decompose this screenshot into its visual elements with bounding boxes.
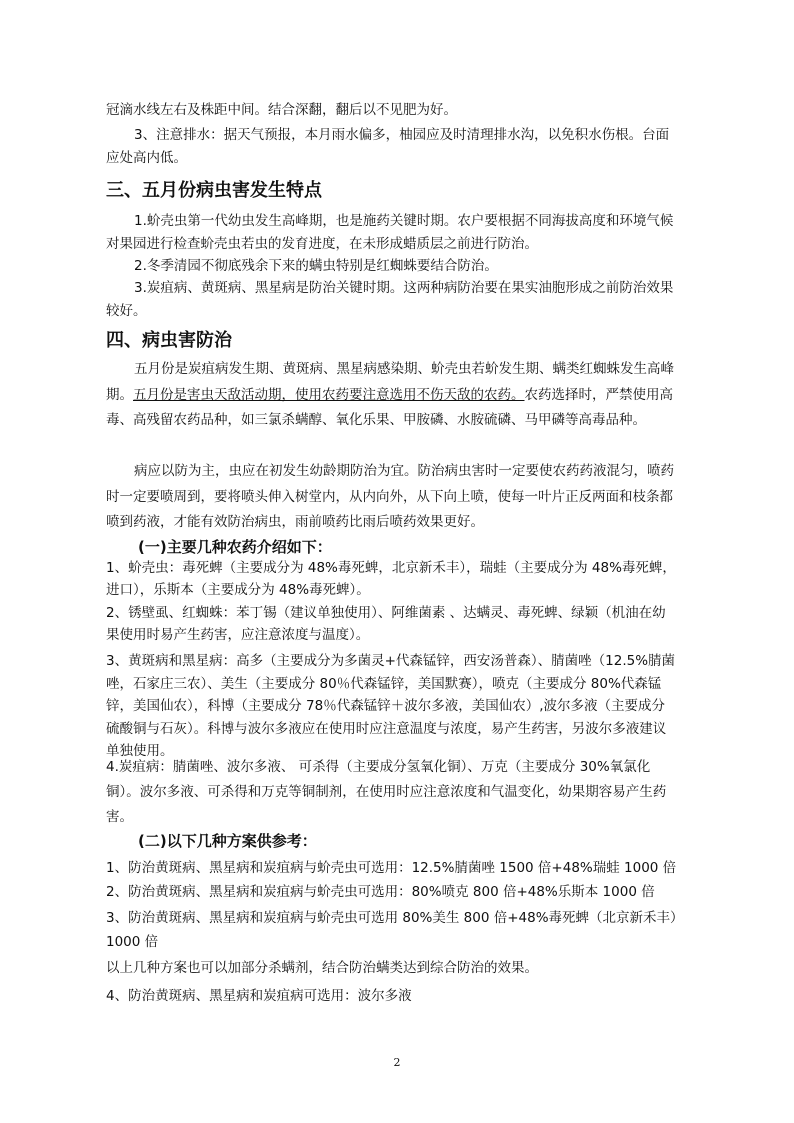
subheading-schemes: (二)以下几种方案供参考：: [138, 832, 317, 850]
natural-enemy-note: 五月份是害虫天敌活动期，使用农药要注意选用不伤天敌的农药。: [133, 386, 525, 403]
scheme-3: 3、防治黄斑病、黑星病和炭疽病与蚧壳虫可选用 80%美生 800 倍+48%毒死蜱（北京新禾丰）1000 倍: [106, 910, 677, 950]
paragraph-fertilizer-end: 冠滴水线左右及株距中间。结合深翻，翻后以不见肥为好。: [106, 102, 457, 118]
may-pests-text-b: 农药选择时，严禁使用高毒、高残留农药品种，如三氯杀螨醇、氧化乐果、甲胺磷、水胺硫磷、马甲磷等高毒品种。: [106, 386, 673, 428]
scheme-4: 4、防治黄斑病、黑星病和炭疽病可选用：波尔多液: [106, 988, 412, 1004]
paragraph-drainage: 3、注意排水：据天气预报，本月雨水偏多，柚园应及时清理排水沟，以免积水伤根。台面应处高内低。: [106, 127, 670, 166]
item-rust-mite: 2、锈壁虱、红蜘蛛：苯丁锡（建议单独使用）、阿维菌素 、达螨灵、毒死蜱、绿颖（机油在幼果使用时易产生药害，应注意浓度与温度）。: [106, 605, 666, 643]
paragraph-prevention: 病应以防为主，虫应在初发生幼龄期防治为宜。防治病虫害时一定要使农药药液混匀，喷药时一定要喷周到，要将喷头伸入树堂内，从内向外，从下向上喷，使每一叶片正反两面和枝条都喷到药液，才能有效防治病虫，雨前喷药比雨后喷药效果更好。: [106, 463, 674, 530]
scheme-1: 1、防治黄斑病、黑星病和炭疽病与蚧壳虫可选用：12.5%腈菌唑 1500 倍+48%瑞蛙 1000 倍: [106, 860, 677, 876]
page-number: 2: [393, 1056, 401, 1069]
may-pests-text-a: 五月份是炭疽病发生期、黄斑病、黑星病感染期、蚧壳虫若蚧发生期、螨类红蜘蛛发生高峰期。: [106, 361, 674, 403]
paragraph-mites: 2.冬季清园不彻底残余下来的螨虫特别是红蜘蛛要结合防治。: [134, 258, 498, 274]
paragraph-diseases: 3.炭疽病、黄斑病、黑星病是防治关键时期。这两种病防治要在果实油胞形成之前防治效果较好。: [106, 280, 674, 319]
item-anthracnose: 4.炭疽病：腈菌唑、波尔多液、 可杀得（主要成分氢氧化铜）、万克（主要成分 30%氧氯化铜）。波尔多液、可杀得和万克等铜制剂，在使用时应注意浓度和气温变化，幼果期容易产生药害。: [106, 759, 667, 825]
paragraph-scale-insect: 1.蚧壳虫第一代幼虫发生高峰期，也是施药关键时期。农户要根据不同海拔高度和环境气候对果园进行检查蚧壳虫若虫的发育进度，在未形成蜡质层之前进行防治。: [106, 213, 674, 252]
scheme-2: 2、防治黄斑病、黑星病和炭疽病与蚧壳虫可选用：80%喷克 800 倍+48%乐斯本 1000 倍: [106, 884, 655, 900]
scheme-note: 以上几种方案也可以加部分杀螨剂，结合防治螨类达到综合防治的效果。: [106, 960, 538, 976]
heading-section-4: 四、病虫害防治: [106, 330, 232, 351]
item-scale-insect: 1、蚧壳虫：毒死蜱（主要成分为 48%毒死蜱，北京新禾丰），瑞蛙（主要成分为 48%毒死蜱，进口），乐斯本（主要成分为 48%毒死蜱）。: [106, 560, 676, 598]
item-yellow-spot: 3、黄斑病和黑星病：高多（主要成分为多菌灵+代森锰锌，西安汤普森）、腈菌唑（12.5%腈菌唑，石家庄三农）、美生（主要成分 80％代森锰锌，美国默赛），喷克（主要成分 80%代森锰锌，美国仙农），科博（主要成分 78％代森锰锌＋波尔多液，美国仙农）,波尔多液（主要成分硫酸铜与石灰）。科博与波尔多液应在使用时应注意温度与浓度，易产生药害，另波尔多液建议单独使用。: [106, 653, 676, 759]
paragraph-may-pests: [106, 357, 678, 434]
subheading-pesticides: (一)主要几种农药介绍如下：: [138, 538, 332, 556]
heading-section-3: 三、五月份病虫害发生特点: [106, 180, 322, 201]
